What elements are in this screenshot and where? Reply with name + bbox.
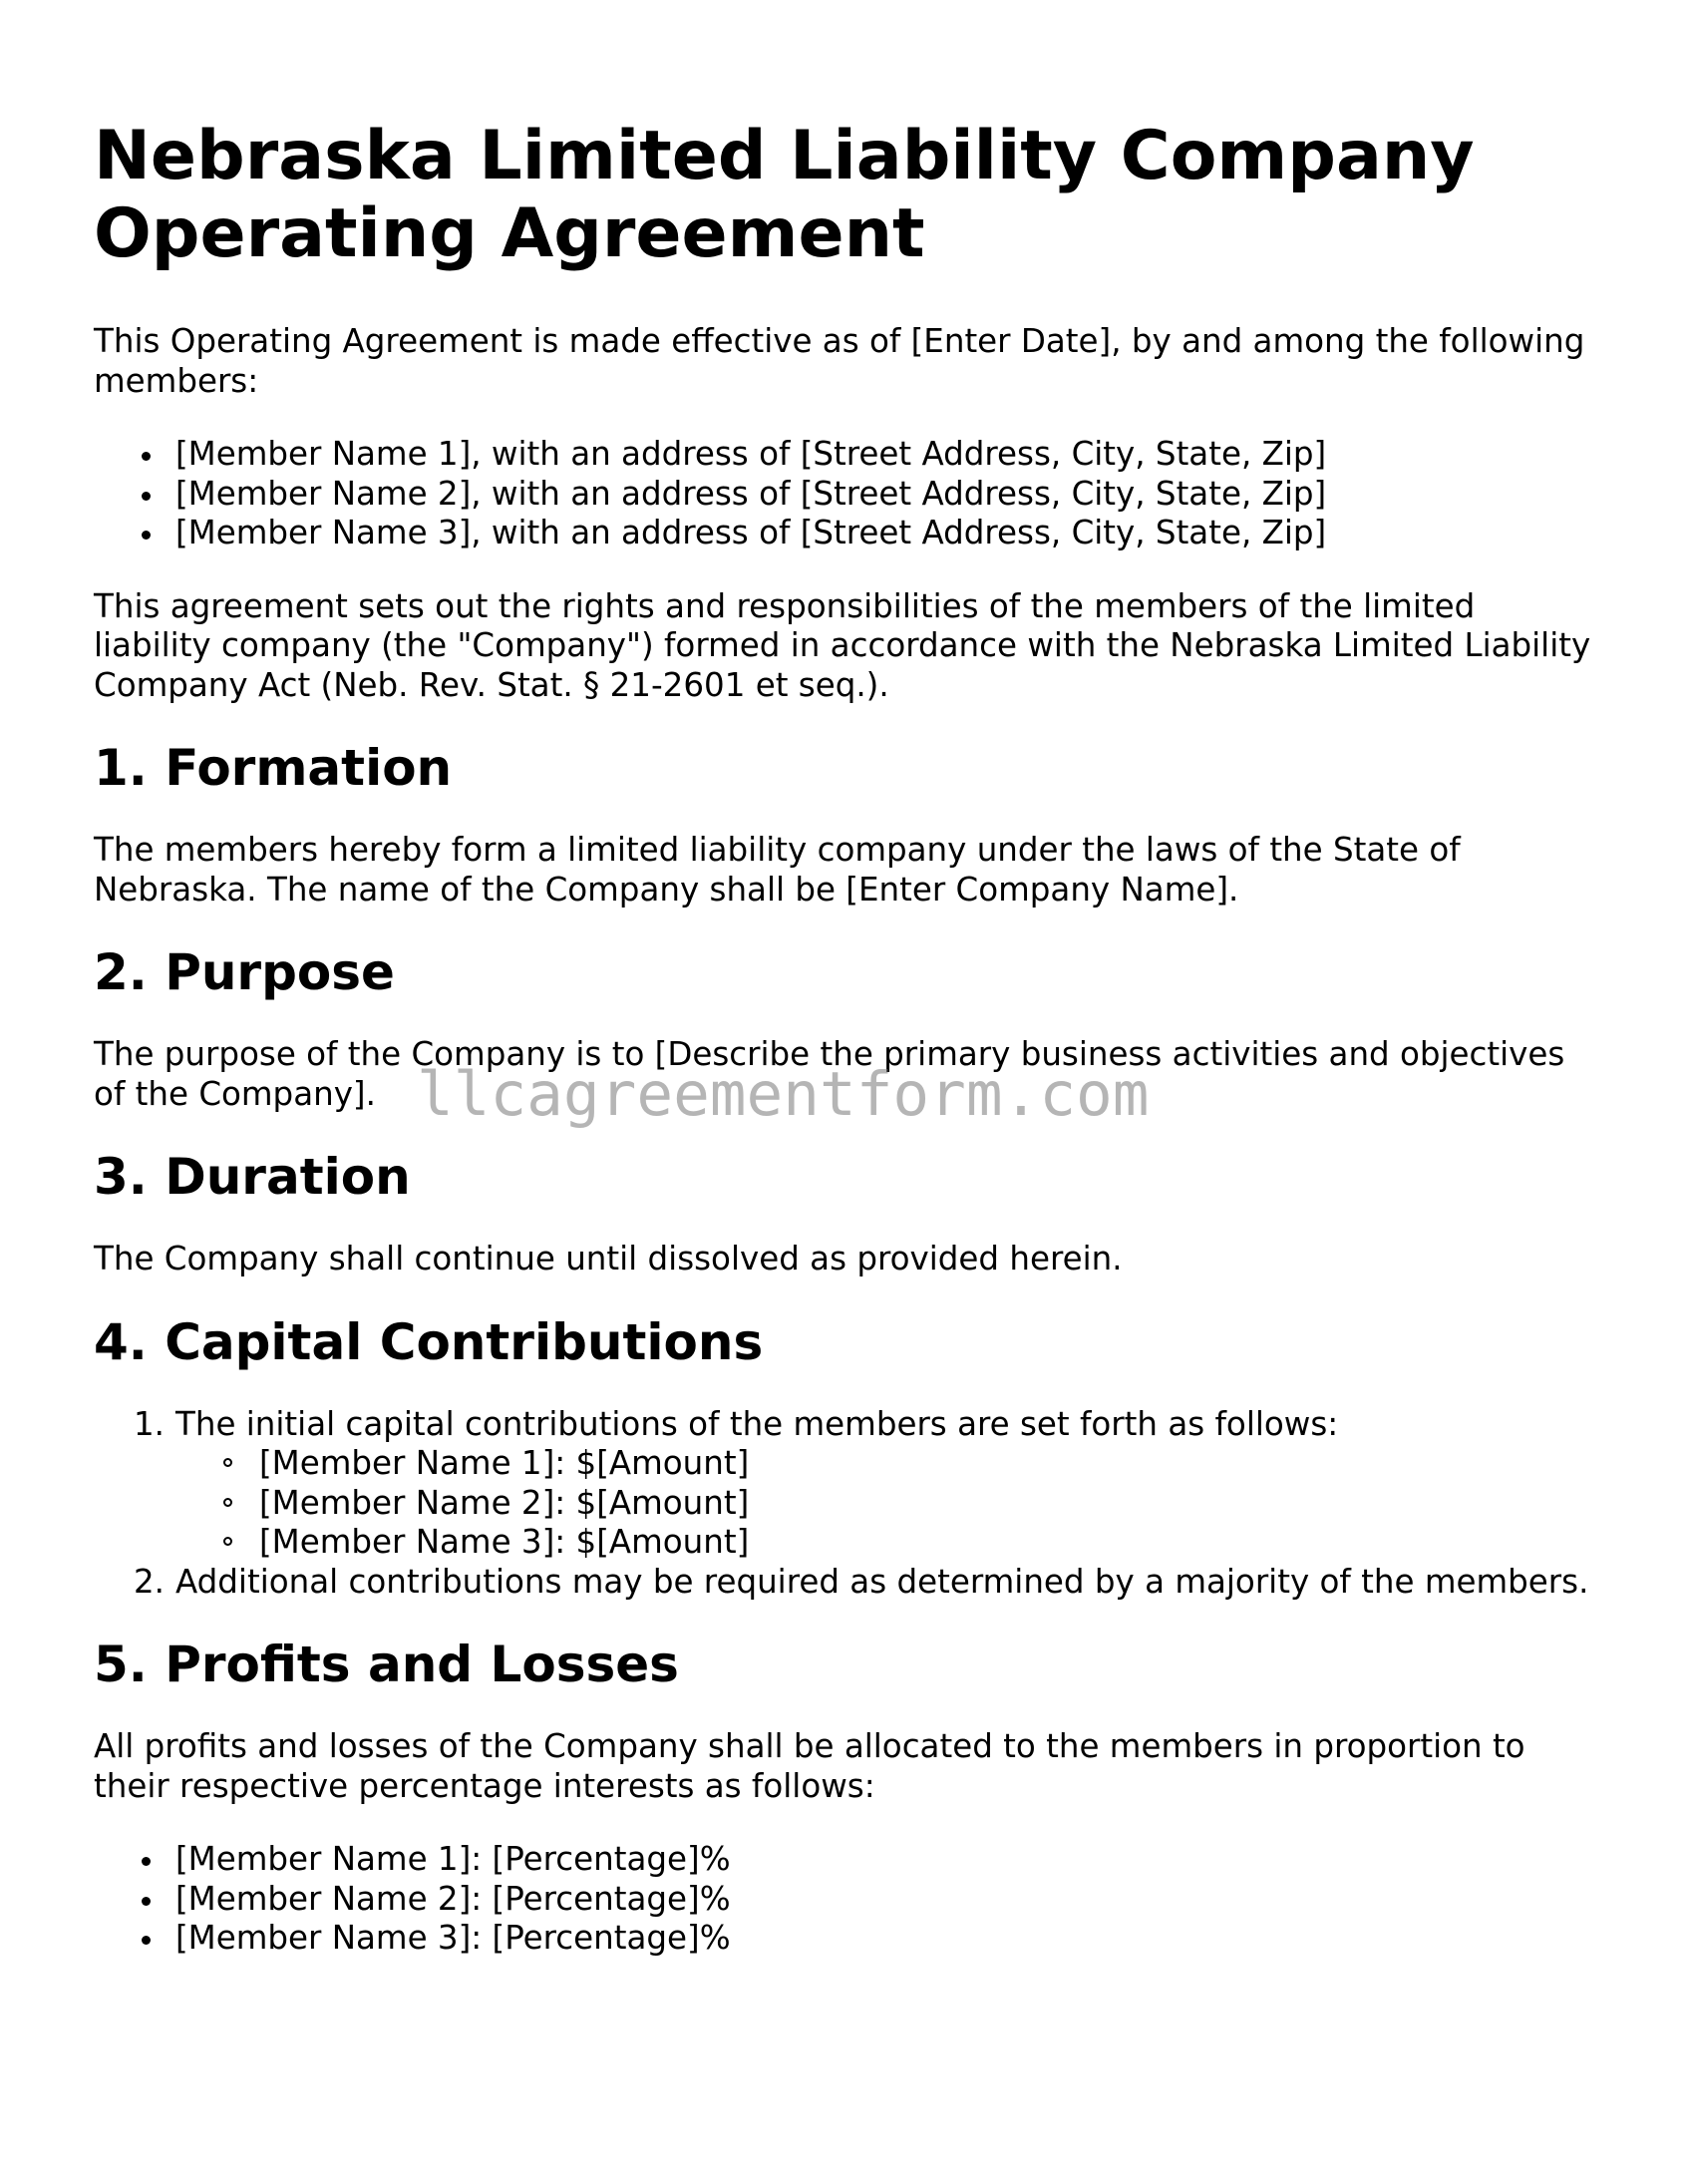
contribution-entry: [Member Name 2]: $[Amount] bbox=[259, 1483, 750, 1522]
member-list-item bbox=[175, 475, 1599, 515]
bullet-icon bbox=[142, 1897, 151, 1906]
section-heading-capital: 4. Capital Contributions bbox=[94, 1312, 764, 1371]
circle-bullet-icon bbox=[223, 1458, 232, 1467]
members-list bbox=[94, 435, 1599, 553]
member-list-item bbox=[175, 514, 1599, 553]
member-entry: [Member Name 2], with an address of [Street Address, City, State, Zip] bbox=[175, 474, 1327, 513]
contribution-entry: [Member Name 3]: $[Amount] bbox=[259, 1523, 750, 1561]
allocation-list-item bbox=[175, 1880, 1599, 1920]
formation-paragraph: The members hereby form a limited liability company under the laws of the State of Nebraska. The name of the Company shall be [Enter Company Name]. bbox=[94, 831, 1461, 909]
allocation-entry: [Member Name 1]: [Percentage]% bbox=[175, 1840, 731, 1878]
bullet-icon bbox=[142, 531, 151, 540]
watermark-text: llcagreementform.com bbox=[417, 1059, 1150, 1130]
section-heading-purpose: 2. Purpose bbox=[94, 943, 395, 1001]
duration-paragraph: The Company shall continue until dissolved as provided herein. bbox=[94, 1240, 1123, 1277]
member-entry: [Member Name 3], with an address of [Street Address, City, State, Zip] bbox=[175, 514, 1327, 551]
initial-contributions-sublist bbox=[175, 1444, 1599, 1563]
capital-item-text: Additional contributions may be required as determined by a majority of the members. bbox=[175, 1562, 1589, 1601]
list-number: 2. bbox=[134, 1562, 166, 1601]
capital-list-item bbox=[134, 1562, 1599, 1603]
preamble-paragraph: This agreement sets out the rights and responsibilities of the members of the limited liability company (the "Company") formed in accordance with the Nebraska Limited Liability Company Act (Neb. Rev. Stat. § 21-2601 et seq.). bbox=[94, 586, 1591, 704]
bullet-icon bbox=[142, 1936, 151, 1945]
contribution-list-item bbox=[259, 1484, 1599, 1524]
bullet-icon bbox=[142, 492, 151, 501]
document-page bbox=[94, 118, 1599, 1993]
capital-list-item bbox=[134, 1404, 1599, 1563]
member-entry: [Member Name 1], with an address of [Street Address, City, State, Zip] bbox=[175, 435, 1327, 473]
contribution-entry: [Member Name 1]: $[Amount] bbox=[259, 1444, 750, 1482]
allocations-list bbox=[94, 1840, 1599, 1959]
section-heading-formation: 1. Formation bbox=[94, 739, 453, 797]
purpose-paragraph: The purpose of the Company is to [Describe the primary business activities and objectives of the Company]. bbox=[94, 1035, 1565, 1113]
section-heading-duration: 3. Duration bbox=[94, 1148, 411, 1206]
circle-bullet-icon bbox=[223, 1498, 232, 1507]
bullet-icon bbox=[142, 452, 151, 461]
member-list-item bbox=[175, 435, 1599, 475]
circle-bullet-icon bbox=[223, 1537, 232, 1546]
list-number: 1. bbox=[134, 1404, 166, 1443]
allocation-entry: [Member Name 3]: [Percentage]% bbox=[175, 1919, 731, 1957]
section-heading-profits: 5. Profits and Losses bbox=[94, 1636, 679, 1693]
capital-item-text: The initial capital contributions of the members are set forth as follows: bbox=[175, 1404, 1339, 1443]
allocation-list-item bbox=[175, 1919, 1599, 1959]
capital-contributions-list bbox=[94, 1405, 1599, 1603]
allocation-entry: [Member Name 2]: [Percentage]% bbox=[175, 1879, 731, 1918]
bullet-icon bbox=[142, 1857, 151, 1866]
allocation-list-item bbox=[175, 1840, 1599, 1880]
profits-paragraph: All profits and losses of the Company shall be allocated to the members in proportion to their respective percentage interests as follows: bbox=[94, 1727, 1525, 1805]
contribution-list-item bbox=[259, 1444, 1599, 1484]
intro-paragraph: This Operating Agreement is made effective as of [Enter Date], by and among the following members: bbox=[94, 322, 1585, 400]
document-title: Nebraska Limited Liability Company Operating Agreement bbox=[94, 117, 1475, 273]
contribution-list-item bbox=[259, 1523, 1599, 1563]
